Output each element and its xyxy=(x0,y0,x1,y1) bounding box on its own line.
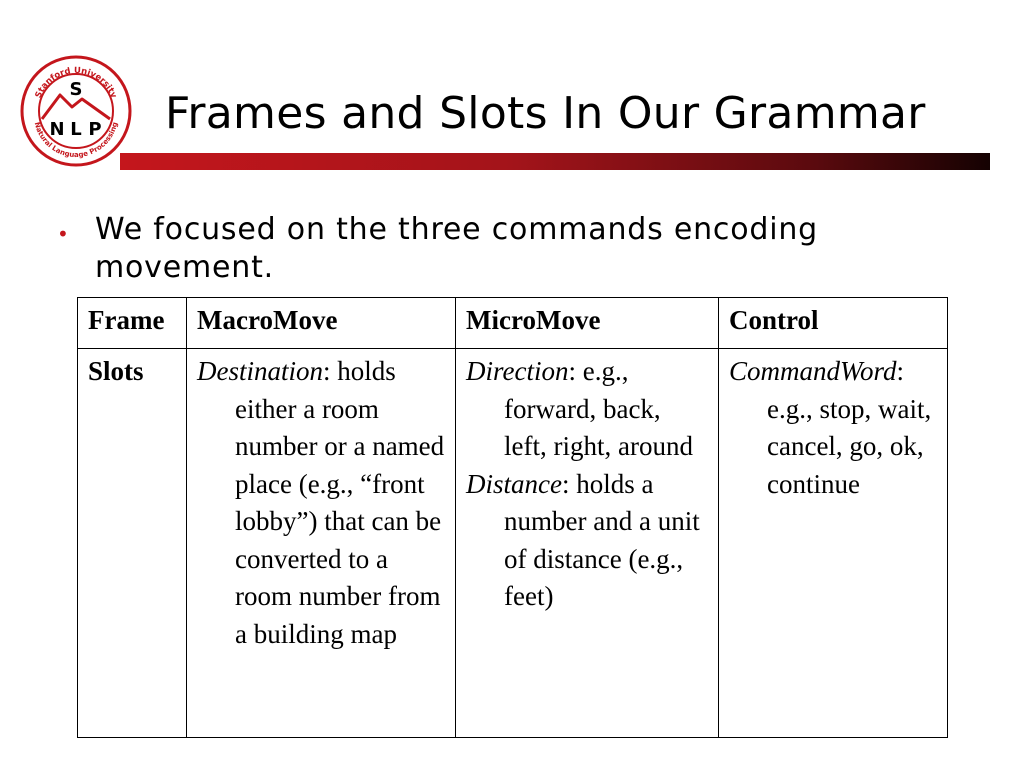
cell-micromove xyxy=(456,349,719,738)
logo-letter-n: N xyxy=(49,119,65,140)
logo-letter-l: L xyxy=(70,119,82,140)
logo-letter-p: P xyxy=(88,119,102,140)
table-header-row xyxy=(78,298,948,349)
table-row-slots xyxy=(78,349,948,738)
logo-letter-s: S xyxy=(69,79,83,100)
header-frame: Frame xyxy=(78,298,187,349)
cell-control xyxy=(719,349,948,738)
slot-description: : holds a number and a unit of distance (e.g., feet) xyxy=(504,468,700,611)
slot-name: Distance xyxy=(466,468,562,499)
logo-top-text: Stanford University xyxy=(33,65,119,100)
header-macromove: MacroMove xyxy=(187,298,456,349)
slot-description: : e.g., stop, wait, cancel, go, ok, continue xyxy=(767,356,932,499)
header-micromove: MicroMove xyxy=(456,298,719,349)
slot-name: Destination xyxy=(197,356,323,386)
slot-description: : holds either a room number or a named place (e.g., “front lobby”) that can be converted to a room number from a building map xyxy=(235,356,445,649)
frames-slots-table xyxy=(77,297,948,738)
cell-macromove xyxy=(187,349,456,738)
bullet-text: We focused on the three commands encoding movement. xyxy=(95,212,819,285)
slot-item xyxy=(466,353,710,466)
row-label-slots: Slots xyxy=(78,349,187,738)
title-underline-bar xyxy=(120,153,990,170)
slot-item xyxy=(197,353,447,653)
header-control: Control xyxy=(719,298,948,349)
slot-name: CommandWord xyxy=(729,356,897,386)
slide-title: Frames and Slots In Our Grammar xyxy=(165,88,926,139)
slot-description: : e.g., forward, back, left, right, around xyxy=(504,356,693,461)
logo-bottom-text: Natural Language Processing xyxy=(32,121,120,160)
slot-item xyxy=(729,353,939,503)
bullet-marker: • xyxy=(57,222,69,246)
slot-item xyxy=(466,466,710,616)
slot-name: Direction xyxy=(466,356,569,386)
stanford-nlp-logo xyxy=(20,55,132,167)
